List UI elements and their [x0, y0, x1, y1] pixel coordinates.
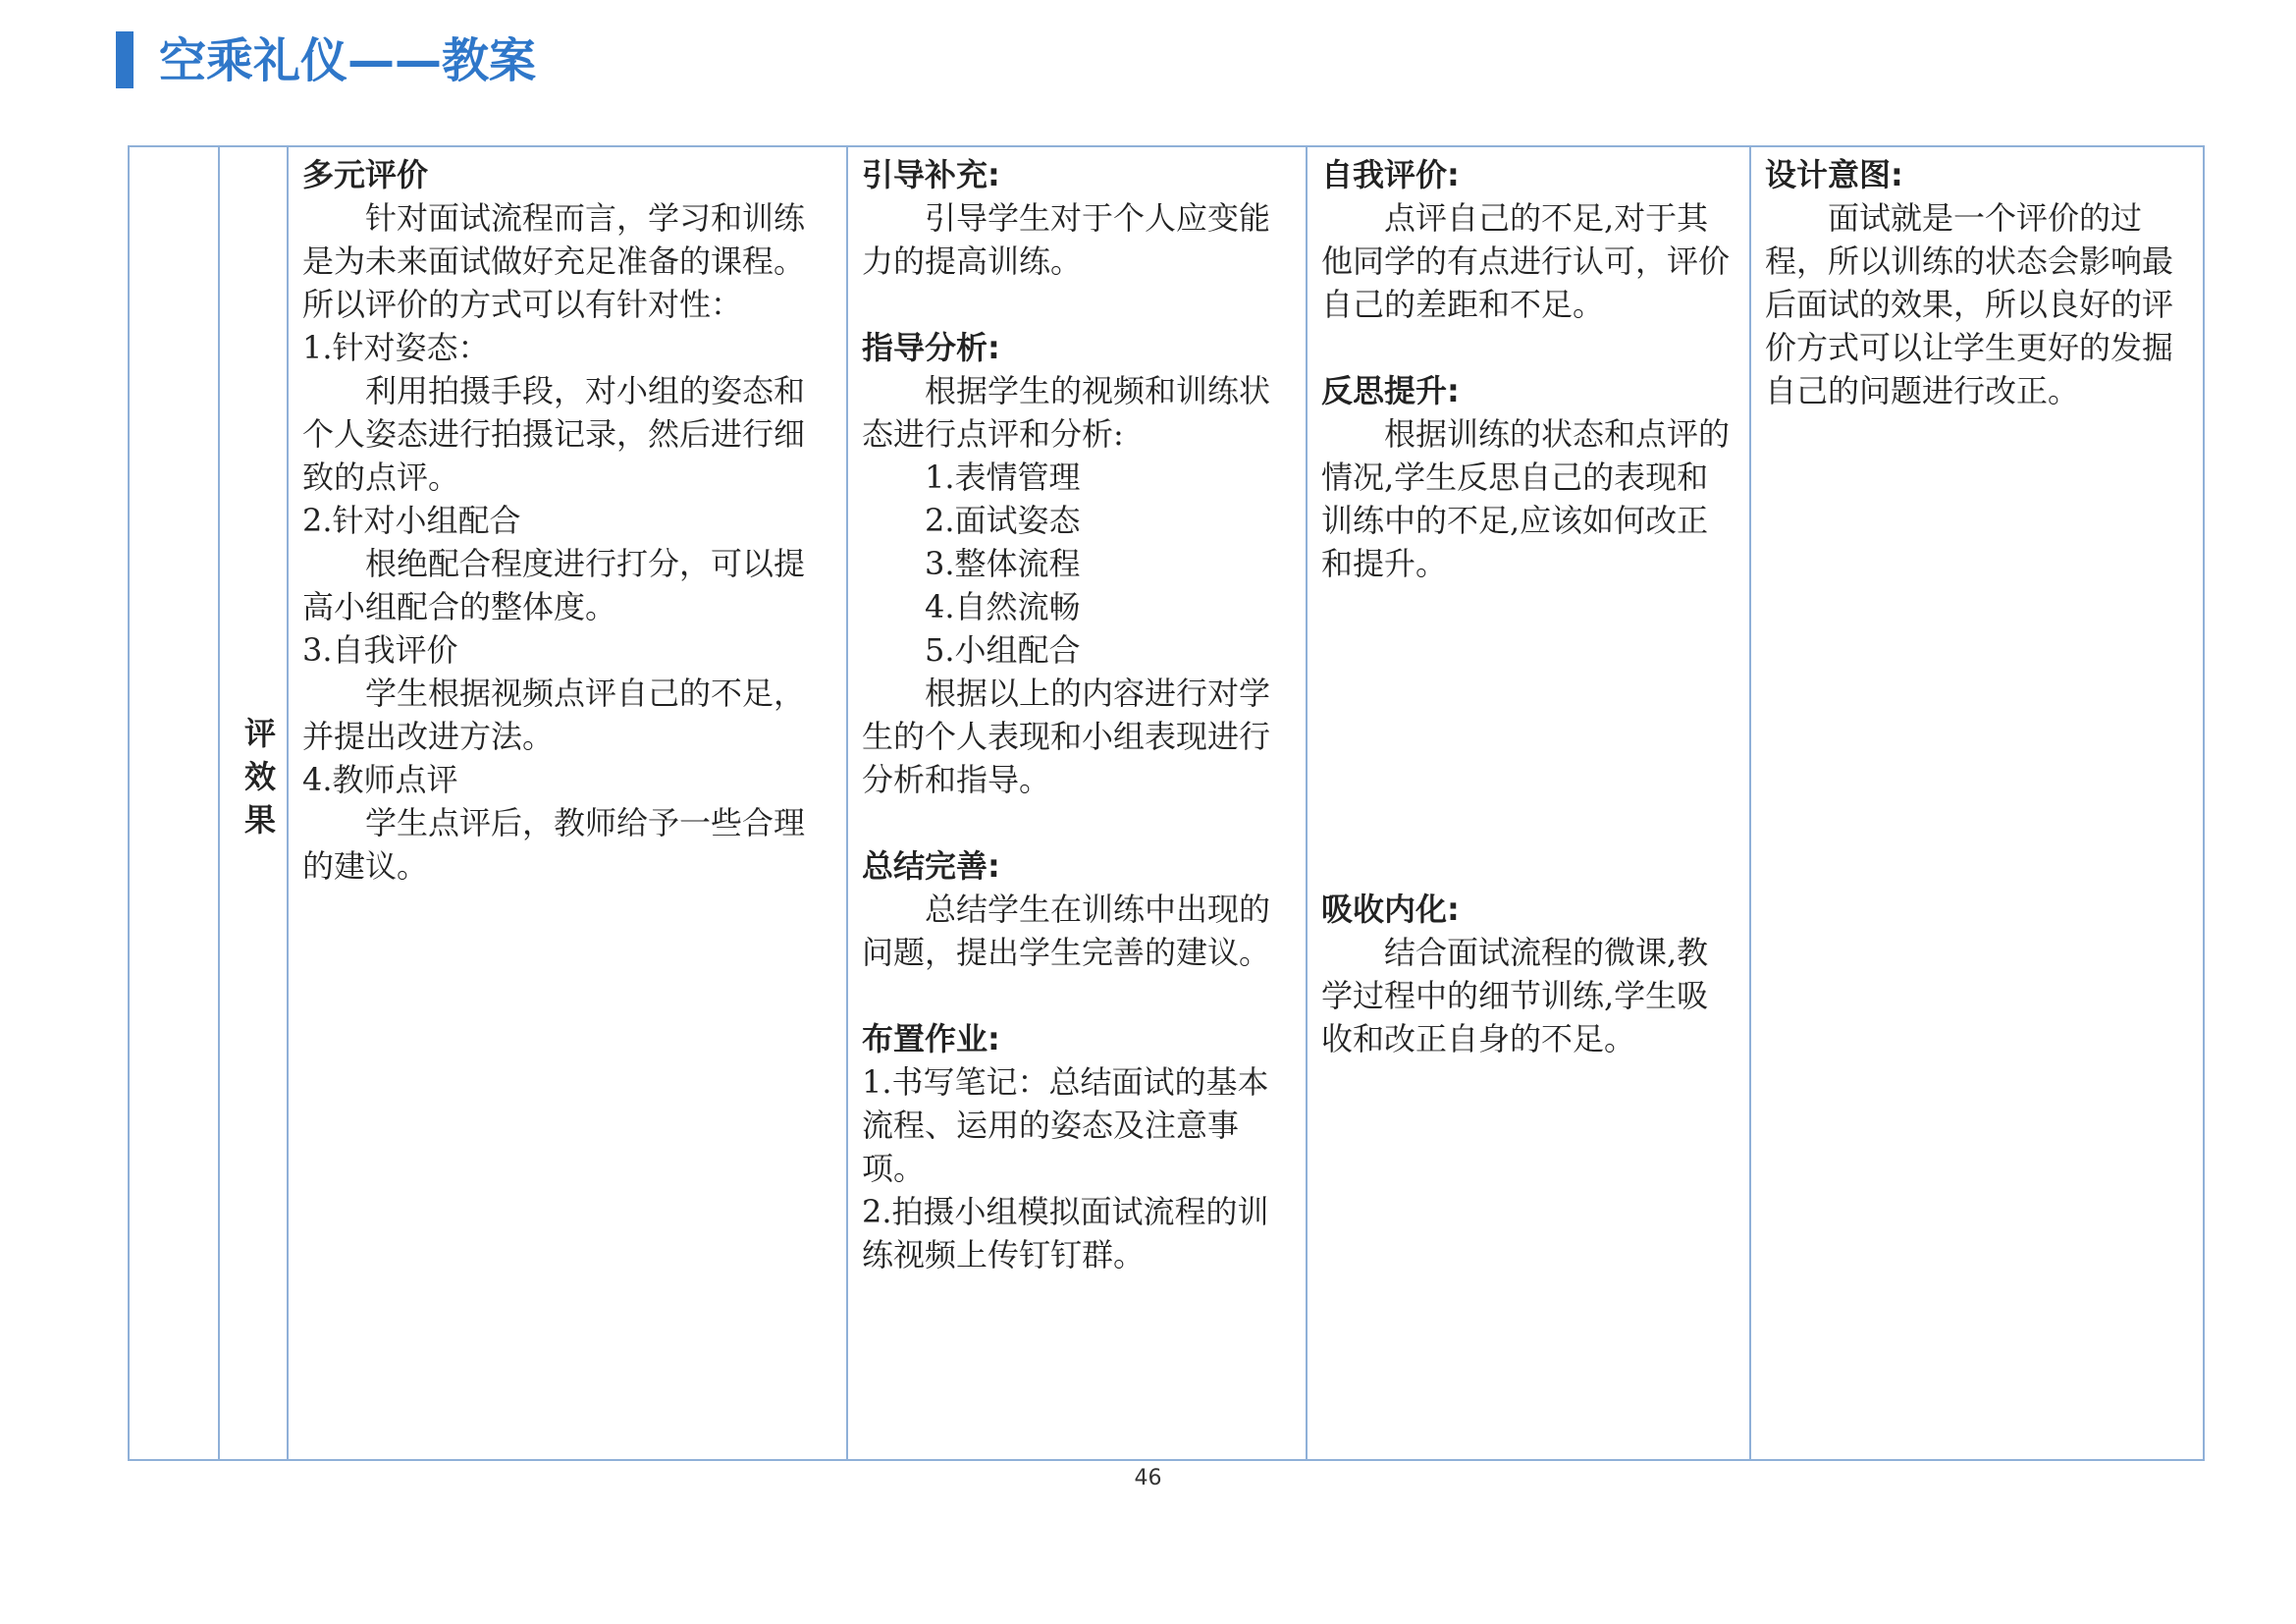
paragraph: 根据学生的视频和训练状态进行点评和分析: [862, 372, 1271, 453]
paragraph: 面试就是一个评价的过程，所以训练的状态会影响最后面试的效果，所以良好的评价方式可以让学生更好的发掘自己的问题进行改正。 [1765, 199, 2174, 409]
cell-heading: 自我评价: [1321, 156, 1460, 193]
cell-heading: 总结完善: [862, 847, 1000, 885]
page-title: 空乘礼仪——教案 [159, 33, 537, 88]
cell-heading: 布置作业: [862, 1020, 1000, 1057]
paragraph: 利用拍摄手段，对小组的姿态和个人姿态进行拍摄记录，然后进行细致的点评。 [302, 372, 806, 496]
list-item: 4.自然流畅 [925, 588, 1081, 625]
paragraph: 结合面试流程的微课,教学过程中的细节训练,学生吸收和改正自身的不足。 [1321, 934, 1709, 1057]
homework-item: 2.拍摄小组模拟面试流程的训练视频上传钉钉群。 [862, 1193, 1269, 1273]
paragraph: 根据以上的内容进行对学生的个人表现和小组表现进行分析和指导。 [862, 675, 1271, 798]
paragraph: 针对面试流程而言，学习和训练是为未来面试做好充足准备的课程。所以评价的方式可以有针对性： [302, 199, 806, 323]
list-item-title: 1.针对姿态： [302, 329, 490, 366]
list-item-title: 3.自我评价 [302, 631, 458, 669]
page-number: 46 [1134, 1466, 1162, 1490]
paragraph: 学生根据视频点评自己的不足，并提出改进方法。 [302, 675, 806, 755]
cell-heading: 指导分析: [862, 329, 1000, 366]
list-item-title: 2.针对小组配合 [302, 502, 521, 539]
evaluation-content-cell [289, 147, 846, 1459]
cell-heading: 设计意图: [1765, 156, 1903, 193]
paragraph: 点评自己的不足,对于其他同学的有点进行认可，评价自己的差距和不足。 [1321, 199, 1731, 323]
row-label: 评效果 [240, 717, 277, 846]
cell-heading: 吸收内化: [1321, 891, 1460, 928]
cell-heading: 反思提升: [1321, 372, 1460, 409]
list-item: 5.小组配合 [925, 631, 1081, 669]
paragraph: 总结学生在训练中出现的问题，提出学生完善的建议。 [862, 891, 1271, 971]
lesson-plan-table [128, 145, 2205, 1461]
paragraph: 根绝配合程度进行打分，可以提高小组配合的整体度。 [302, 545, 806, 625]
cell-heading: 引导补充: [862, 156, 1000, 193]
list-item: 1.表情管理 [925, 459, 1081, 496]
homework-item: 1.书写笔记：总结面试的基本流程、运用的姿态及注意事项。 [862, 1063, 1269, 1187]
paragraph: 根据训练的状态和点评的情况,学生反思自己的表现和训练中的不足,应该如何改正和提升。 [1321, 415, 1731, 582]
list-item-title: 4.教师点评 [302, 761, 458, 798]
design-intent-cell [1751, 147, 2205, 1459]
teacher-activity-cell [848, 147, 1306, 1459]
list-item: 2.面试姿态 [925, 502, 1081, 539]
cell-heading: 多元评价 [302, 156, 429, 193]
student-activity-cell [1308, 147, 1749, 1459]
paragraph: 学生点评后，教师给予一些合理的建议。 [302, 804, 806, 885]
header-accent-bar [116, 31, 133, 88]
row-label-cell [220, 147, 291, 1459]
paragraph: 引导学生对于个人应变能力的提高训练。 [862, 199, 1271, 280]
list-item: 3.整体流程 [925, 545, 1081, 582]
